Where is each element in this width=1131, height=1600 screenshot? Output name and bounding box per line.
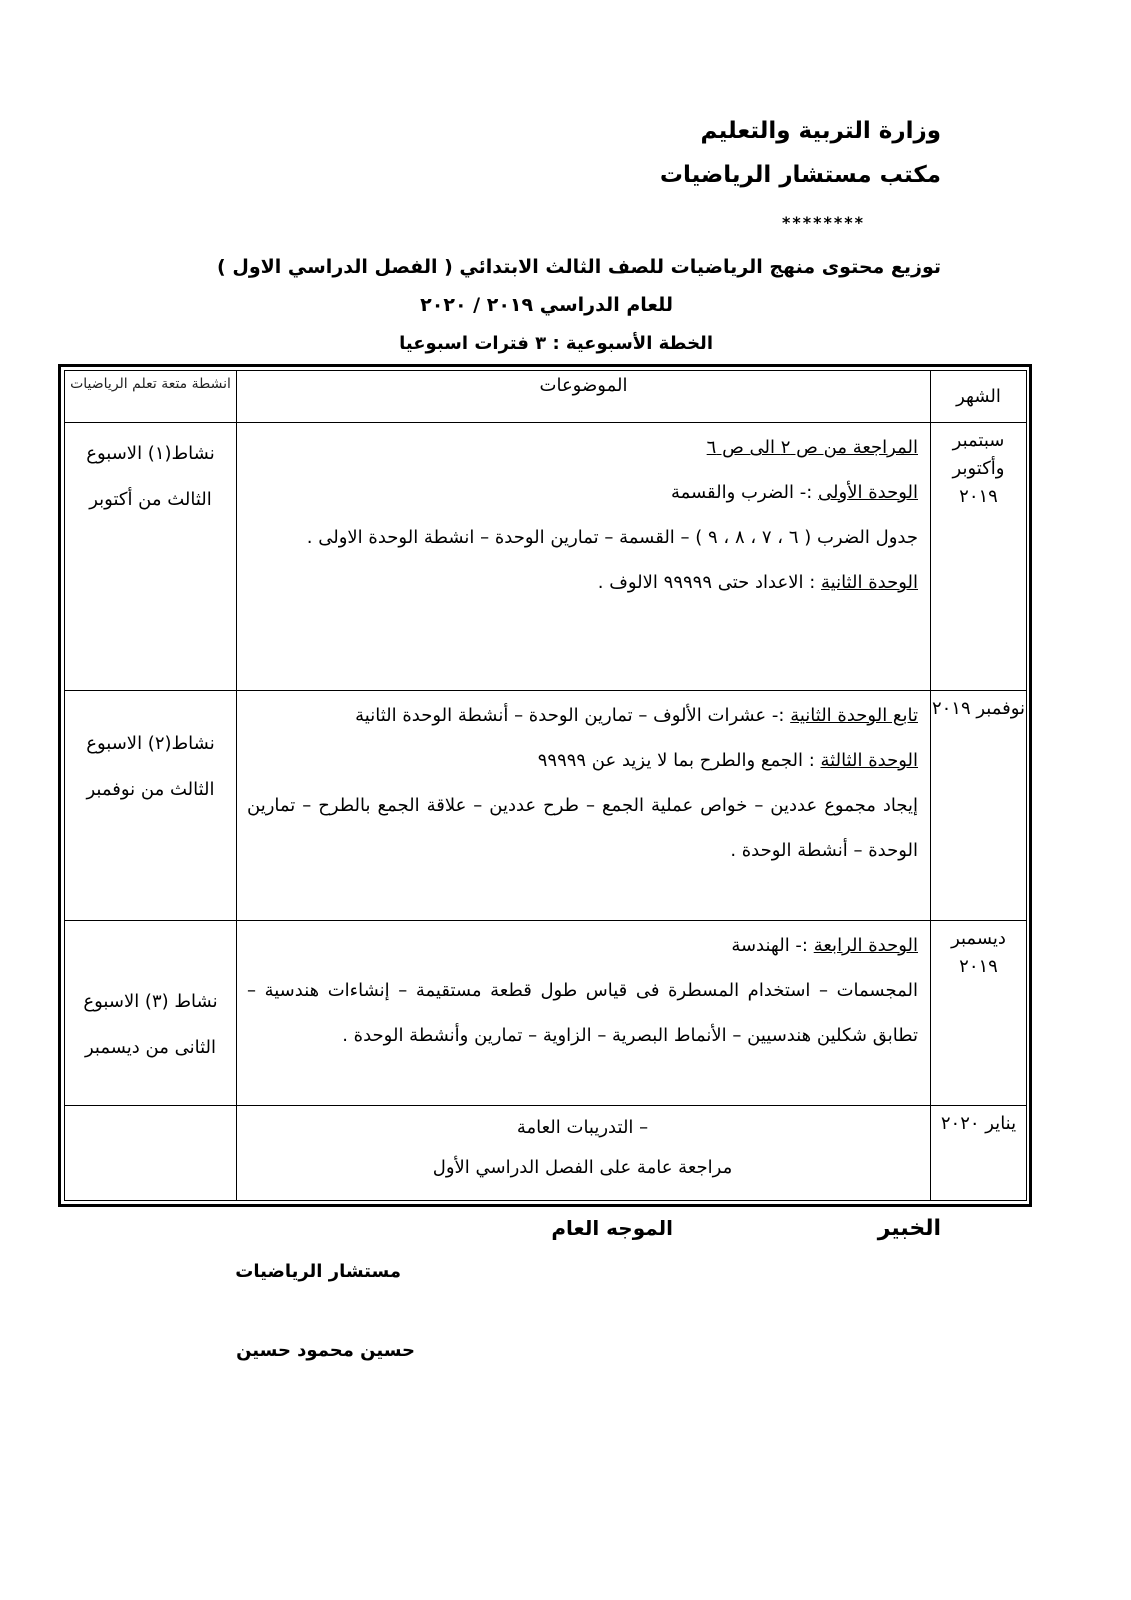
topics-cell <box>237 691 931 921</box>
topic-line: الوحدة الثانية : الاعداد حتى ٩٩٩٩٩ الالوف . <box>597 572 918 593</box>
topics-cell <box>237 1106 931 1201</box>
activity-cell: نشاط(٢) الاسبوع الثالث من نوفمبر <box>65 691 237 921</box>
table-header-row <box>65 371 1027 423</box>
activity-cell: نشاط(١) الاسبوع الثالث من أكتوبر <box>65 423 237 691</box>
topic-line: جدول الضرب ( ٦ ، ٧ ، ٨ ، ٩ ) – القسمة – تمارين الوحدة – انشطة الوحدة الاولى . <box>306 527 918 548</box>
topics-cell <box>237 921 931 1106</box>
topics-cell <box>237 423 931 691</box>
month-cell: ديسمبر ٢٠١٩ <box>931 921 1027 1106</box>
topic-line: المجسمات – استخدام المسطرة فى قياس طول قطعة مستقيمة – إنشاءات هندسية – تطابق شكلين هندسيين – الأنماط البصرية – الزاوية – تمارين وأنشطة الوحدة . <box>247 980 918 1046</box>
table-row <box>65 921 1027 1106</box>
weekly-plan: الخطة الأسبوعية : ٣ فترات اسبوعيا <box>399 333 713 354</box>
supervisor-label: الموجه العام <box>551 1216 673 1240</box>
month-cell: سبتمبر وأكتوبر ٢٠١٩ <box>931 423 1027 691</box>
month-cell: يناير ٢٠٢٠ <box>931 1106 1027 1201</box>
activity-cell <box>65 1106 237 1201</box>
topic-line: – التدريبات العامة <box>516 1117 649 1138</box>
header-activities: انشطة متعة تعلم الرياضيات <box>65 371 237 423</box>
table-row <box>65 1106 1027 1201</box>
topic-line: الوحدة الأولى :- الضرب والقسمة <box>670 482 918 503</box>
header-month: الشهر <box>931 371 1027 423</box>
document-title: توزيع محتوى منهج الرياضيات للصف الثالث الابتدائي ( الفصل الدراسي الاول ) <box>217 256 941 278</box>
table-row <box>65 691 1027 921</box>
advisor-title: مستشار الرياضيات <box>235 1261 401 1282</box>
stars-divider: ******** <box>782 213 865 232</box>
expert-label: الخبير <box>877 1216 941 1241</box>
topic-line: إيجاد مجموع عددين – خواص عملية الجمع – طرح عددين – علاقة الجمع بالطرح – تمارين الوحدة – أنشطة الوحدة . <box>247 795 918 861</box>
topic-line: تابع الوحدة الثانية :- عشرات الألوف – تمارين الوحدة – أنشطة الوحدة الثانية <box>355 705 918 726</box>
curriculum-table <box>64 370 1027 1201</box>
office-name: مكتب مستشار الرياضيات <box>659 162 941 188</box>
topic-line: الوحدة الرابعة :- الهندسة <box>731 935 918 956</box>
academic-year: للعام الدراسي ٢٠١٩ / ٢٠٢٠ <box>420 294 673 316</box>
topic-line: مراجعة عامة على الفصل الدراسي الأول <box>432 1157 733 1178</box>
month-cell: نوفمبر ٢٠١٩ <box>931 691 1027 921</box>
ministry-name: وزارة التربية والتعليم <box>700 118 941 144</box>
header-topics: الموضوعات <box>237 371 931 423</box>
advisor-name: حسين محمود حسين <box>236 1340 415 1361</box>
activity-cell: نشاط (٣) الاسبوع الثانى من ديسمبر <box>65 921 237 1106</box>
table-row <box>65 423 1027 691</box>
topic-line: المراجعة من ص ٢ الى ص ٦ <box>706 437 918 458</box>
topic-line: الوحدة الثالثة : الجمع والطرح بما لا يزيد عن ٩٩٩٩٩ <box>537 750 918 771</box>
